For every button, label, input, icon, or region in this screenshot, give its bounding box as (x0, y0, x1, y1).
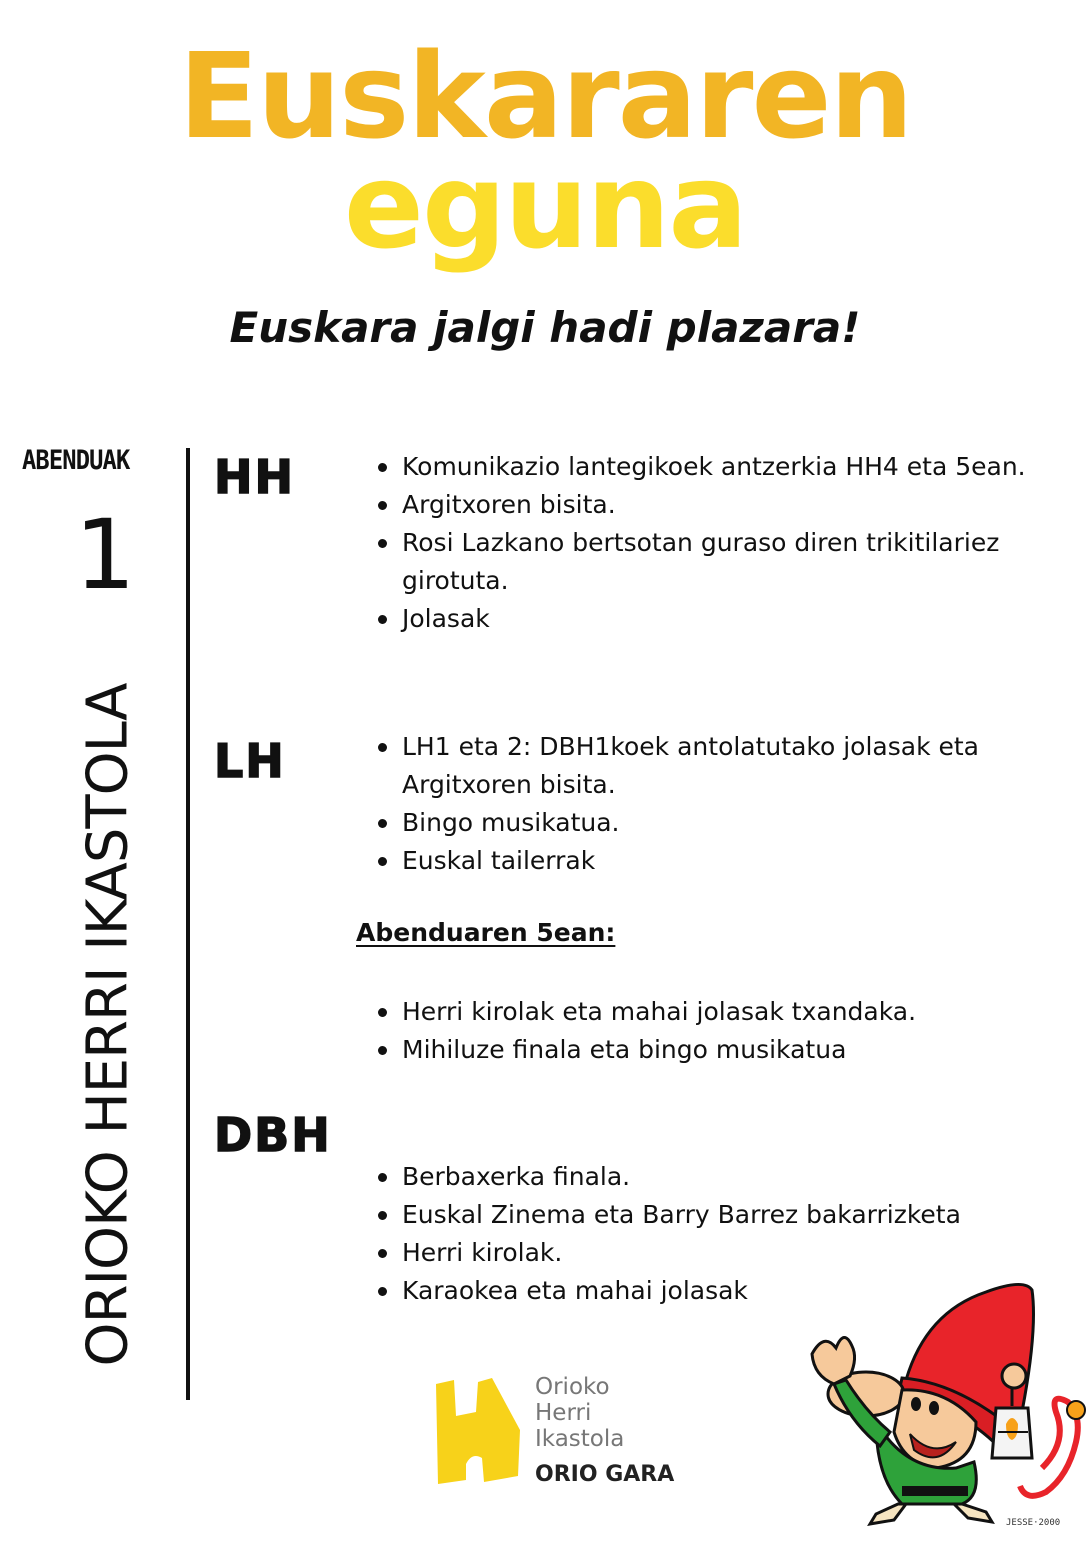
list-item: Rosi Lazkano bertsotan guraso diren trikitilariez girotuta. (372, 524, 1062, 600)
ikastola-logo-icon (432, 1376, 524, 1488)
list-item: Berbaxerka finala. (372, 1158, 1062, 1196)
subtitle: Euskara jalgi hadi plazara! (229, 303, 861, 352)
section-label-dbh: DBH (214, 1108, 332, 1162)
list-item: LH1 eta 2: DBH1koek antolatutako jolasak eta Argitxoren bisita. (372, 728, 1062, 804)
list-item: Komunikazio lantegikoek antzerkia HH4 eta 5ean. (372, 448, 1062, 486)
list-item: Karaokea eta mahai jolasak (372, 1272, 1062, 1310)
logo-text-line-2: Herri (535, 1400, 592, 1426)
list-item: Euskal Zinema eta Barry Barrez bakarrizketa (372, 1196, 1062, 1234)
title-line-1: Euskararen (178, 27, 912, 165)
school-name-vertical: ORIOKO HERRI IKASTOLA (75, 683, 141, 1367)
mascot-signature: JESSE·2000 (1006, 1518, 1061, 1528)
logo-text-line-3: Ikastola (535, 1426, 625, 1452)
list-lh-after (372, 993, 1062, 1069)
logo-text-line-1: Orioko (535, 1374, 610, 1400)
date-month: ABENDUAK (22, 445, 130, 476)
section-label-hh: HH (214, 450, 295, 504)
list-item: Jolasak (372, 600, 1062, 638)
section-label-lh: LH (214, 734, 286, 788)
list-item: Argitxoren bisita. (372, 486, 1062, 524)
olentzero-gnome-with-lantern-illustration-icon (806, 1272, 1090, 1534)
logo-text (535, 1374, 624, 1452)
list-item: Herri kirolak. (372, 1234, 1062, 1272)
list-item: Bingo musikatua. (372, 804, 1062, 842)
subheading-abenduaren-5ean: Abenduaren 5ean: (356, 918, 616, 947)
date-day: 1 (74, 499, 136, 611)
logo-tagline: ORIO GARA (535, 1462, 675, 1487)
list-item: Mihiluze finala eta bingo musikatua (372, 1031, 1062, 1069)
title-line-2: eguna (343, 137, 747, 275)
vertical-divider (186, 448, 190, 1400)
list-hh (372, 448, 1062, 638)
list-lh (372, 728, 1062, 880)
list-item: Herri kirolak eta mahai jolasak txandaka. (372, 993, 1062, 1031)
list-item: Euskal tailerrak (372, 842, 1062, 880)
